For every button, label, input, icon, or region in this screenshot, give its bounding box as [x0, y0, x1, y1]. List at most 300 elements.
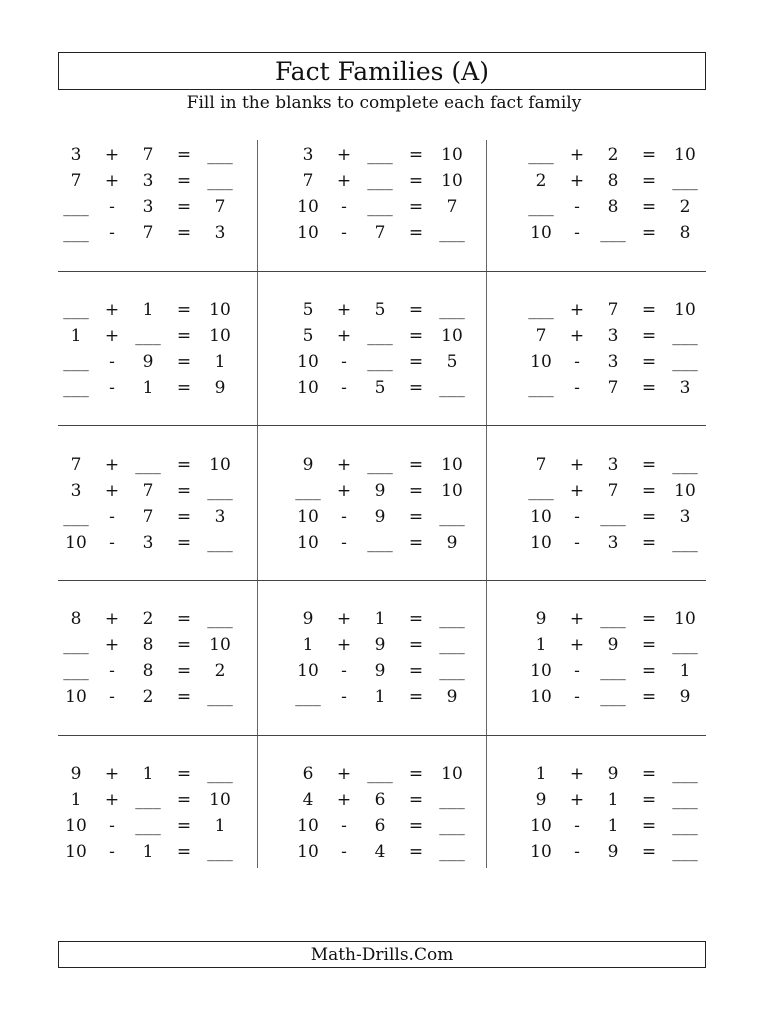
operator: + — [569, 171, 585, 191]
answer-blank[interactable]: ___ — [672, 816, 698, 836]
footer-box — [58, 941, 706, 968]
number: 10 — [297, 352, 319, 372]
answer-blank[interactable]: ___ — [367, 455, 393, 475]
fact-family-problem — [290, 606, 506, 736]
answer-blank[interactable]: ___ — [295, 687, 321, 707]
number: 9 — [374, 661, 386, 681]
number: 6 — [374, 816, 386, 836]
operator: = — [641, 171, 657, 191]
operator: = — [408, 842, 424, 862]
number: 1 — [214, 816, 226, 836]
answer-blank[interactable]: ___ — [63, 635, 89, 655]
operator: = — [176, 533, 192, 553]
number: 2 — [607, 145, 619, 165]
operator: = — [176, 223, 192, 243]
answer-blank[interactable]: ___ — [672, 533, 698, 553]
equation-line — [290, 684, 506, 710]
number: 10 — [441, 171, 463, 191]
answer-blank[interactable]: ___ — [439, 790, 465, 810]
number: 7 — [607, 300, 619, 320]
answer-blank[interactable]: ___ — [439, 661, 465, 681]
operator: = — [176, 609, 192, 629]
operator: = — [176, 635, 192, 655]
number: 3 — [607, 455, 619, 475]
operator: = — [641, 326, 657, 346]
number: 4 — [374, 842, 386, 862]
number: 10 — [441, 455, 463, 475]
answer-blank[interactable]: ___ — [63, 223, 89, 243]
operator: = — [408, 609, 424, 629]
equation-line — [523, 194, 739, 220]
number: 3 — [607, 533, 619, 553]
operator: + — [336, 326, 352, 346]
equation-line — [58, 504, 274, 530]
answer-blank[interactable]: ___ — [439, 635, 465, 655]
equation-line — [523, 504, 739, 530]
answer-blank[interactable]: ___ — [600, 661, 626, 681]
answer-blank[interactable]: ___ — [672, 171, 698, 191]
number: 1 — [142, 842, 154, 862]
number: 8 — [142, 635, 154, 655]
equation-line — [58, 813, 274, 839]
operator: - — [341, 842, 347, 862]
operator: = — [641, 455, 657, 475]
equation-line — [290, 194, 506, 220]
operator: - — [574, 507, 580, 527]
number: 10 — [530, 661, 552, 681]
operator: + — [336, 171, 352, 191]
number: 2 — [535, 171, 547, 191]
answer-blank[interactable]: ___ — [672, 352, 698, 372]
number: 10 — [441, 326, 463, 346]
number: 7 — [142, 145, 154, 165]
number: 10 — [65, 533, 87, 553]
number: 1 — [302, 635, 314, 655]
operator: + — [569, 764, 585, 784]
fact-family-problem — [523, 142, 739, 272]
equation-line — [523, 787, 739, 813]
answer-blank[interactable]: ___ — [439, 300, 465, 320]
equation-line — [58, 220, 274, 246]
answer-blank[interactable]: ___ — [367, 171, 393, 191]
number: 10 — [674, 481, 696, 501]
fact-family-grid — [58, 140, 706, 868]
operator: = — [408, 635, 424, 655]
number: 3 — [214, 507, 226, 527]
number: 1 — [535, 764, 547, 784]
answer-blank[interactable]: ___ — [135, 816, 161, 836]
equation-line — [523, 323, 739, 349]
operator: - — [341, 661, 347, 681]
number: 10 — [530, 533, 552, 553]
operator: = — [408, 481, 424, 501]
equation-line — [290, 168, 506, 194]
operator: = — [641, 764, 657, 784]
number: 1 — [142, 378, 154, 398]
equation-line — [58, 142, 274, 168]
number: 10 — [209, 326, 231, 346]
operator: = — [176, 507, 192, 527]
answer-blank[interactable]: ___ — [367, 197, 393, 217]
equation-line — [523, 452, 739, 478]
operator: + — [104, 790, 120, 810]
number: 3 — [142, 533, 154, 553]
number: 5 — [374, 378, 386, 398]
operator: + — [336, 635, 352, 655]
number: 1 — [142, 764, 154, 784]
number: 9 — [535, 790, 547, 810]
answer-blank[interactable]: ___ — [207, 145, 233, 165]
answer-blank[interactable]: ___ — [207, 609, 233, 629]
answer-blank[interactable]: ___ — [63, 352, 89, 372]
equation-line — [58, 323, 274, 349]
equation-line — [523, 839, 739, 865]
operator: - — [109, 687, 115, 707]
number: 1 — [70, 326, 82, 346]
answer-blank[interactable]: ___ — [672, 635, 698, 655]
number: 2 — [142, 609, 154, 629]
answer-blank[interactable]: ___ — [672, 842, 698, 862]
operator: + — [569, 790, 585, 810]
operator: - — [341, 687, 347, 707]
fact-family-problem — [523, 452, 739, 582]
number: 1 — [142, 300, 154, 320]
number: 10 — [65, 687, 87, 707]
equation-line — [58, 839, 274, 865]
operator: + — [336, 790, 352, 810]
operator: = — [176, 790, 192, 810]
answer-blank[interactable]: ___ — [63, 300, 89, 320]
number: 9 — [446, 687, 458, 707]
number: 3 — [70, 145, 82, 165]
equation-line — [523, 297, 739, 323]
number: 7 — [535, 326, 547, 346]
number: 10 — [297, 842, 319, 862]
equation-line — [523, 761, 739, 787]
operator: = — [408, 223, 424, 243]
number: 10 — [674, 609, 696, 629]
operator: - — [341, 352, 347, 372]
number: 9 — [142, 352, 154, 372]
answer-blank[interactable]: ___ — [439, 378, 465, 398]
operator: - — [109, 378, 115, 398]
operator: = — [176, 300, 192, 320]
answer-blank[interactable]: ___ — [439, 507, 465, 527]
answer-blank[interactable]: ___ — [439, 816, 465, 836]
number: 10 — [209, 300, 231, 320]
number: 7 — [302, 171, 314, 191]
operator: - — [574, 352, 580, 372]
equation-line — [523, 142, 739, 168]
number: 7 — [70, 455, 82, 475]
number: 1 — [70, 790, 82, 810]
number: 1 — [679, 661, 691, 681]
number: 9 — [70, 764, 82, 784]
number: 3 — [607, 352, 619, 372]
equation-line — [290, 349, 506, 375]
operator: - — [574, 197, 580, 217]
number: 10 — [441, 764, 463, 784]
answer-blank[interactable]: ___ — [367, 533, 393, 553]
equation-line — [290, 839, 506, 865]
operator: + — [336, 300, 352, 320]
operator: = — [641, 661, 657, 681]
operator: + — [104, 609, 120, 629]
equation-line — [523, 478, 739, 504]
operator: - — [341, 507, 347, 527]
number: 10 — [297, 533, 319, 553]
operator: = — [176, 352, 192, 372]
number: 10 — [297, 816, 319, 836]
number: 8 — [679, 223, 691, 243]
answer-blank[interactable]: ___ — [135, 326, 161, 346]
number: 6 — [302, 764, 314, 784]
number: 10 — [674, 300, 696, 320]
operator: - — [574, 378, 580, 398]
number: 10 — [297, 197, 319, 217]
number: 7 — [607, 378, 619, 398]
equation-line — [290, 478, 506, 504]
number: 7 — [607, 481, 619, 501]
equation-line — [523, 349, 739, 375]
operator: + — [104, 455, 120, 475]
operator: + — [569, 635, 585, 655]
operator: = — [408, 300, 424, 320]
operator: = — [408, 816, 424, 836]
number: 8 — [607, 197, 619, 217]
answer-blank[interactable]: ___ — [672, 764, 698, 784]
equation-line — [290, 142, 506, 168]
operator: = — [641, 842, 657, 862]
operator: = — [408, 507, 424, 527]
answer-blank[interactable]: ___ — [367, 764, 393, 784]
operator: - — [574, 661, 580, 681]
answer-blank[interactable]: ___ — [528, 300, 554, 320]
number: 7 — [142, 223, 154, 243]
operator: = — [641, 197, 657, 217]
fact-family-problem — [58, 761, 274, 891]
number: 3 — [142, 171, 154, 191]
answer-blank[interactable]: ___ — [63, 507, 89, 527]
operator: = — [176, 326, 192, 346]
operator: = — [641, 145, 657, 165]
operator: = — [408, 352, 424, 372]
operator: - — [341, 197, 347, 217]
number: 10 — [297, 661, 319, 681]
answer-blank[interactable]: ___ — [600, 609, 626, 629]
number: 10 — [441, 481, 463, 501]
answer-blank[interactable]: ___ — [528, 145, 554, 165]
fact-family-problem — [290, 297, 506, 427]
answer-blank[interactable]: ___ — [367, 326, 393, 346]
equation-line — [290, 632, 506, 658]
answer-blank[interactable]: ___ — [295, 481, 321, 501]
equation-line — [290, 220, 506, 246]
number: 5 — [446, 352, 458, 372]
operator: = — [176, 764, 192, 784]
title-box — [58, 52, 706, 90]
number: 10 — [209, 635, 231, 655]
operator: + — [104, 481, 120, 501]
number: 7 — [535, 455, 547, 475]
equation-line — [58, 632, 274, 658]
operator: = — [641, 816, 657, 836]
number: 7 — [374, 223, 386, 243]
operator: + — [104, 326, 120, 346]
operator: + — [336, 481, 352, 501]
number: 9 — [535, 609, 547, 629]
number: 4 — [302, 790, 314, 810]
operator: = — [641, 223, 657, 243]
operator: = — [408, 171, 424, 191]
answer-blank[interactable]: ___ — [672, 790, 698, 810]
number: 9 — [374, 635, 386, 655]
number: 7 — [142, 507, 154, 527]
answer-blank[interactable]: ___ — [672, 326, 698, 346]
number: 10 — [530, 687, 552, 707]
operator: - — [341, 223, 347, 243]
equation-line — [58, 684, 274, 710]
number: 1 — [214, 352, 226, 372]
number: 10 — [65, 816, 87, 836]
operator: - — [109, 842, 115, 862]
number: 6 — [374, 790, 386, 810]
footer-credit: Math-Drills.Com — [310, 944, 454, 965]
equation-line — [523, 220, 739, 246]
answer-blank[interactable]: ___ — [63, 661, 89, 681]
equation-line — [290, 530, 506, 556]
equation-line — [290, 452, 506, 478]
equation-line — [58, 297, 274, 323]
answer-blank[interactable]: ___ — [207, 687, 233, 707]
answer-blank[interactable]: ___ — [528, 481, 554, 501]
number: 9 — [374, 507, 386, 527]
answer-blank[interactable]: ___ — [600, 223, 626, 243]
operator: = — [641, 687, 657, 707]
operator: - — [574, 842, 580, 862]
number: 9 — [214, 378, 226, 398]
fact-family-problem — [523, 761, 739, 891]
operator: - — [341, 533, 347, 553]
equation-line — [290, 761, 506, 787]
fact-family-problem — [290, 761, 506, 891]
equation-line — [58, 761, 274, 787]
operator: + — [569, 481, 585, 501]
answer-blank[interactable]: ___ — [600, 507, 626, 527]
number: 3 — [142, 197, 154, 217]
number: 10 — [209, 790, 231, 810]
operator: = — [176, 171, 192, 191]
operator: - — [109, 661, 115, 681]
operator: + — [336, 145, 352, 165]
operator: = — [176, 197, 192, 217]
operator: = — [641, 378, 657, 398]
equation-line — [58, 787, 274, 813]
number: 5 — [302, 300, 314, 320]
answer-blank[interactable]: ___ — [528, 197, 554, 217]
number: 9 — [607, 764, 619, 784]
answer-blank[interactable]: ___ — [207, 481, 233, 501]
number: 10 — [530, 507, 552, 527]
number: 5 — [302, 326, 314, 346]
answer-blank[interactable]: ___ — [63, 197, 89, 217]
operator: - — [109, 352, 115, 372]
fact-family-problem — [58, 452, 274, 582]
number: 10 — [209, 455, 231, 475]
answer-blank[interactable]: ___ — [207, 533, 233, 553]
operator: + — [336, 764, 352, 784]
operator: + — [104, 764, 120, 784]
operator: = — [641, 635, 657, 655]
answer-blank[interactable]: ___ — [63, 378, 89, 398]
operator: = — [408, 790, 424, 810]
operator: = — [408, 661, 424, 681]
answer-blank[interactable]: ___ — [528, 378, 554, 398]
equation-line — [58, 530, 274, 556]
number: 3 — [302, 145, 314, 165]
number: 1 — [374, 609, 386, 629]
answer-blank[interactable]: ___ — [672, 455, 698, 475]
operator: = — [176, 661, 192, 681]
answer-blank[interactable]: ___ — [135, 790, 161, 810]
equation-line — [58, 168, 274, 194]
answer-blank[interactable]: ___ — [367, 352, 393, 372]
answer-blank[interactable]: ___ — [207, 764, 233, 784]
equation-line — [523, 813, 739, 839]
equation-line — [58, 478, 274, 504]
page-title: Fact Families (A) — [275, 56, 489, 86]
number: 9 — [607, 842, 619, 862]
equation-line — [523, 530, 739, 556]
number: 9 — [679, 687, 691, 707]
answer-blank[interactable]: ___ — [207, 171, 233, 191]
answer-blank[interactable]: ___ — [600, 687, 626, 707]
answer-blank[interactable]: ___ — [135, 455, 161, 475]
operator: = — [176, 687, 192, 707]
answer-blank[interactable]: ___ — [439, 842, 465, 862]
number: 9 — [607, 635, 619, 655]
operator: = — [176, 145, 192, 165]
equation-line — [290, 658, 506, 684]
equation-line — [290, 297, 506, 323]
number: 9 — [302, 609, 314, 629]
operator: - — [574, 687, 580, 707]
operator: - — [574, 816, 580, 836]
operator: + — [104, 171, 120, 191]
answer-blank[interactable]: ___ — [439, 223, 465, 243]
number: 2 — [214, 661, 226, 681]
number: 3 — [679, 378, 691, 398]
equation-line — [58, 606, 274, 632]
equation-line — [58, 658, 274, 684]
operator: + — [104, 145, 120, 165]
answer-blank[interactable]: ___ — [439, 609, 465, 629]
operator: = — [641, 533, 657, 553]
number: 7 — [70, 171, 82, 191]
operator: = — [408, 687, 424, 707]
fact-family-problem — [58, 606, 274, 736]
fact-family-problem — [290, 142, 506, 272]
answer-blank[interactable]: ___ — [207, 842, 233, 862]
operator: = — [176, 378, 192, 398]
answer-blank[interactable]: ___ — [367, 145, 393, 165]
operator: - — [341, 816, 347, 836]
equation-line — [523, 632, 739, 658]
number: 2 — [679, 197, 691, 217]
number: 10 — [297, 223, 319, 243]
operator: = — [176, 481, 192, 501]
fact-family-problem — [523, 606, 739, 736]
